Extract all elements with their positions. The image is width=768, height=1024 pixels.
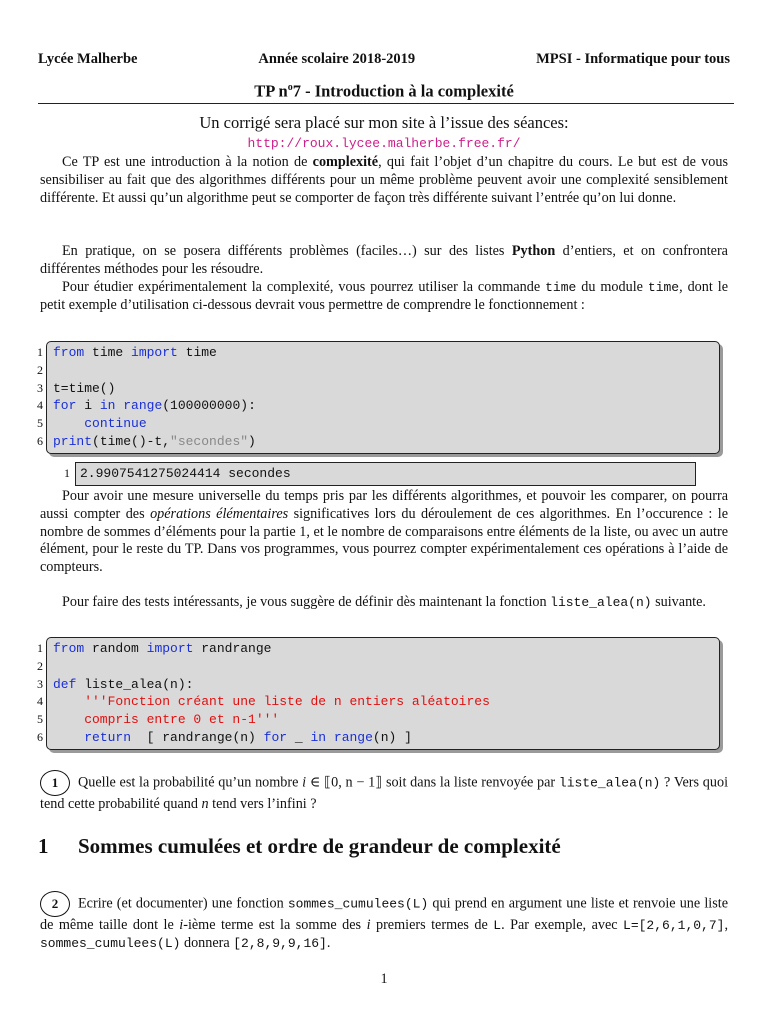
code-line: 1 from random import randrange [37,641,272,656]
code-block-time [37,341,720,454]
header-course: MPSI - Informatique pour tous [536,51,730,67]
subtitle: Un corrigé sera placé sur mon site à l’issue des séances: [199,113,569,132]
question-number-badge: 2 [40,891,70,917]
document-title: TP $n^o7$ - Introduction à la complexité [254,81,514,101]
header-year: Année scolaire 2018-2019 [258,51,416,67]
practice-paragraph: En pratique, on se posera différents problèmes (faciles…) sur des listes Python d’entiers, et on confrontera différentes méthodes pour les résoudre. [40,243,728,277]
code-line: 5 continue [37,416,147,432]
output-block: 1 2.9907541275024414 secondes [75,462,696,486]
code-line: 3 t=time() [37,380,116,396]
code-block-liste-alea [37,637,720,750]
code-line: 4 '''Fonction créant une liste de n entiers aléatoires [37,694,490,710]
title-rule [38,103,734,104]
header-school: Lycée Malherbe [38,51,138,67]
site-link[interactable]: http://roux.lycee.malherbe.free.fr/ [247,136,521,151]
page-number: 1 [380,971,388,987]
code-line: 3 def liste_alea(n): [37,676,194,692]
code-line: 5 compris entre 0 et n-1''' [37,712,280,728]
tests-paragraph: Pour faire des tests intéressants, je vous suggère de définir dès maintenant la fonction liste_alea(n) suivante. [62,594,706,610]
page-header [38,51,730,69]
code-line: 2 [37,658,43,673]
code-line: 6 return [ randrange(n) for _ in range(n) ] [37,729,412,745]
code-line: 1 from time import time [37,345,217,360]
question-number-badge: 1 [40,770,70,796]
intro-paragraph: Ce TP est une introduction à la notion de complexité, qui fait l’objet d’un chapitre du cours. Le but est de vous sensibiliser au fait que des algorithmes différents pour un même problème peuvent avoir une complexité sensiblement différente. Et aussi qu’un algorithme peut se comporter de façon très différente suivant l’entrée qu’on lui donne. [40,154,728,206]
code-line: 2 [37,362,43,377]
question-1: 1 Quelle est la probabilité qu’un nombre i ∈ ⟦0, n − 1⟧ soit dans la liste renvoyée par liste_alea(n) ? Vers quoi tend cette probabilité quand n tend vers l’infini ? [40,770,728,814]
code-line: 4 for i in range(100000000): [37,398,256,414]
measure-paragraph: Pour avoir une mesure universelle du temps pris par les différents algorithmes, et pouvoir les comparer, on pourra aussi compter des opérations élémentaires significatives lors du déroulement de ces algorithmes. En l’occurence : le nombre de sommes d’éléments pour la partie 1, et le nombre de comparaisons entre éléments de la liste, ou avec un autre élément, pour le reste du TP. Dans vos programmes, vous pourrez compter expérimentalement ces opérations à l’aide de compteurs. [40,488,729,576]
study-paragraph: Pour étudier expérimentalement la complexité, vous pourrez utiliser la commande time du module time, dont le petit exemple d’utilisation ci-dessous devrait vous permettre de comprendre le fonctionnement : [40,279,728,313]
question-2: 2 Ecrire (et documenter) une fonction sommes_cumulees(L) qui prend en argument une liste et renvoie une liste de même taille dont le i-ième terme est la somme des i premiers termes de L. Par exemple, avec L=[2,6,1,0,7], sommes_cumulees(L) donnera [2,8,9,9,16]. [40,891,728,953]
code-line: 6 print(time()-t,"secondes") [37,433,256,449]
section-heading: 1 Sommes cumulées et ordre de grandeur de complexité [38,834,561,858]
